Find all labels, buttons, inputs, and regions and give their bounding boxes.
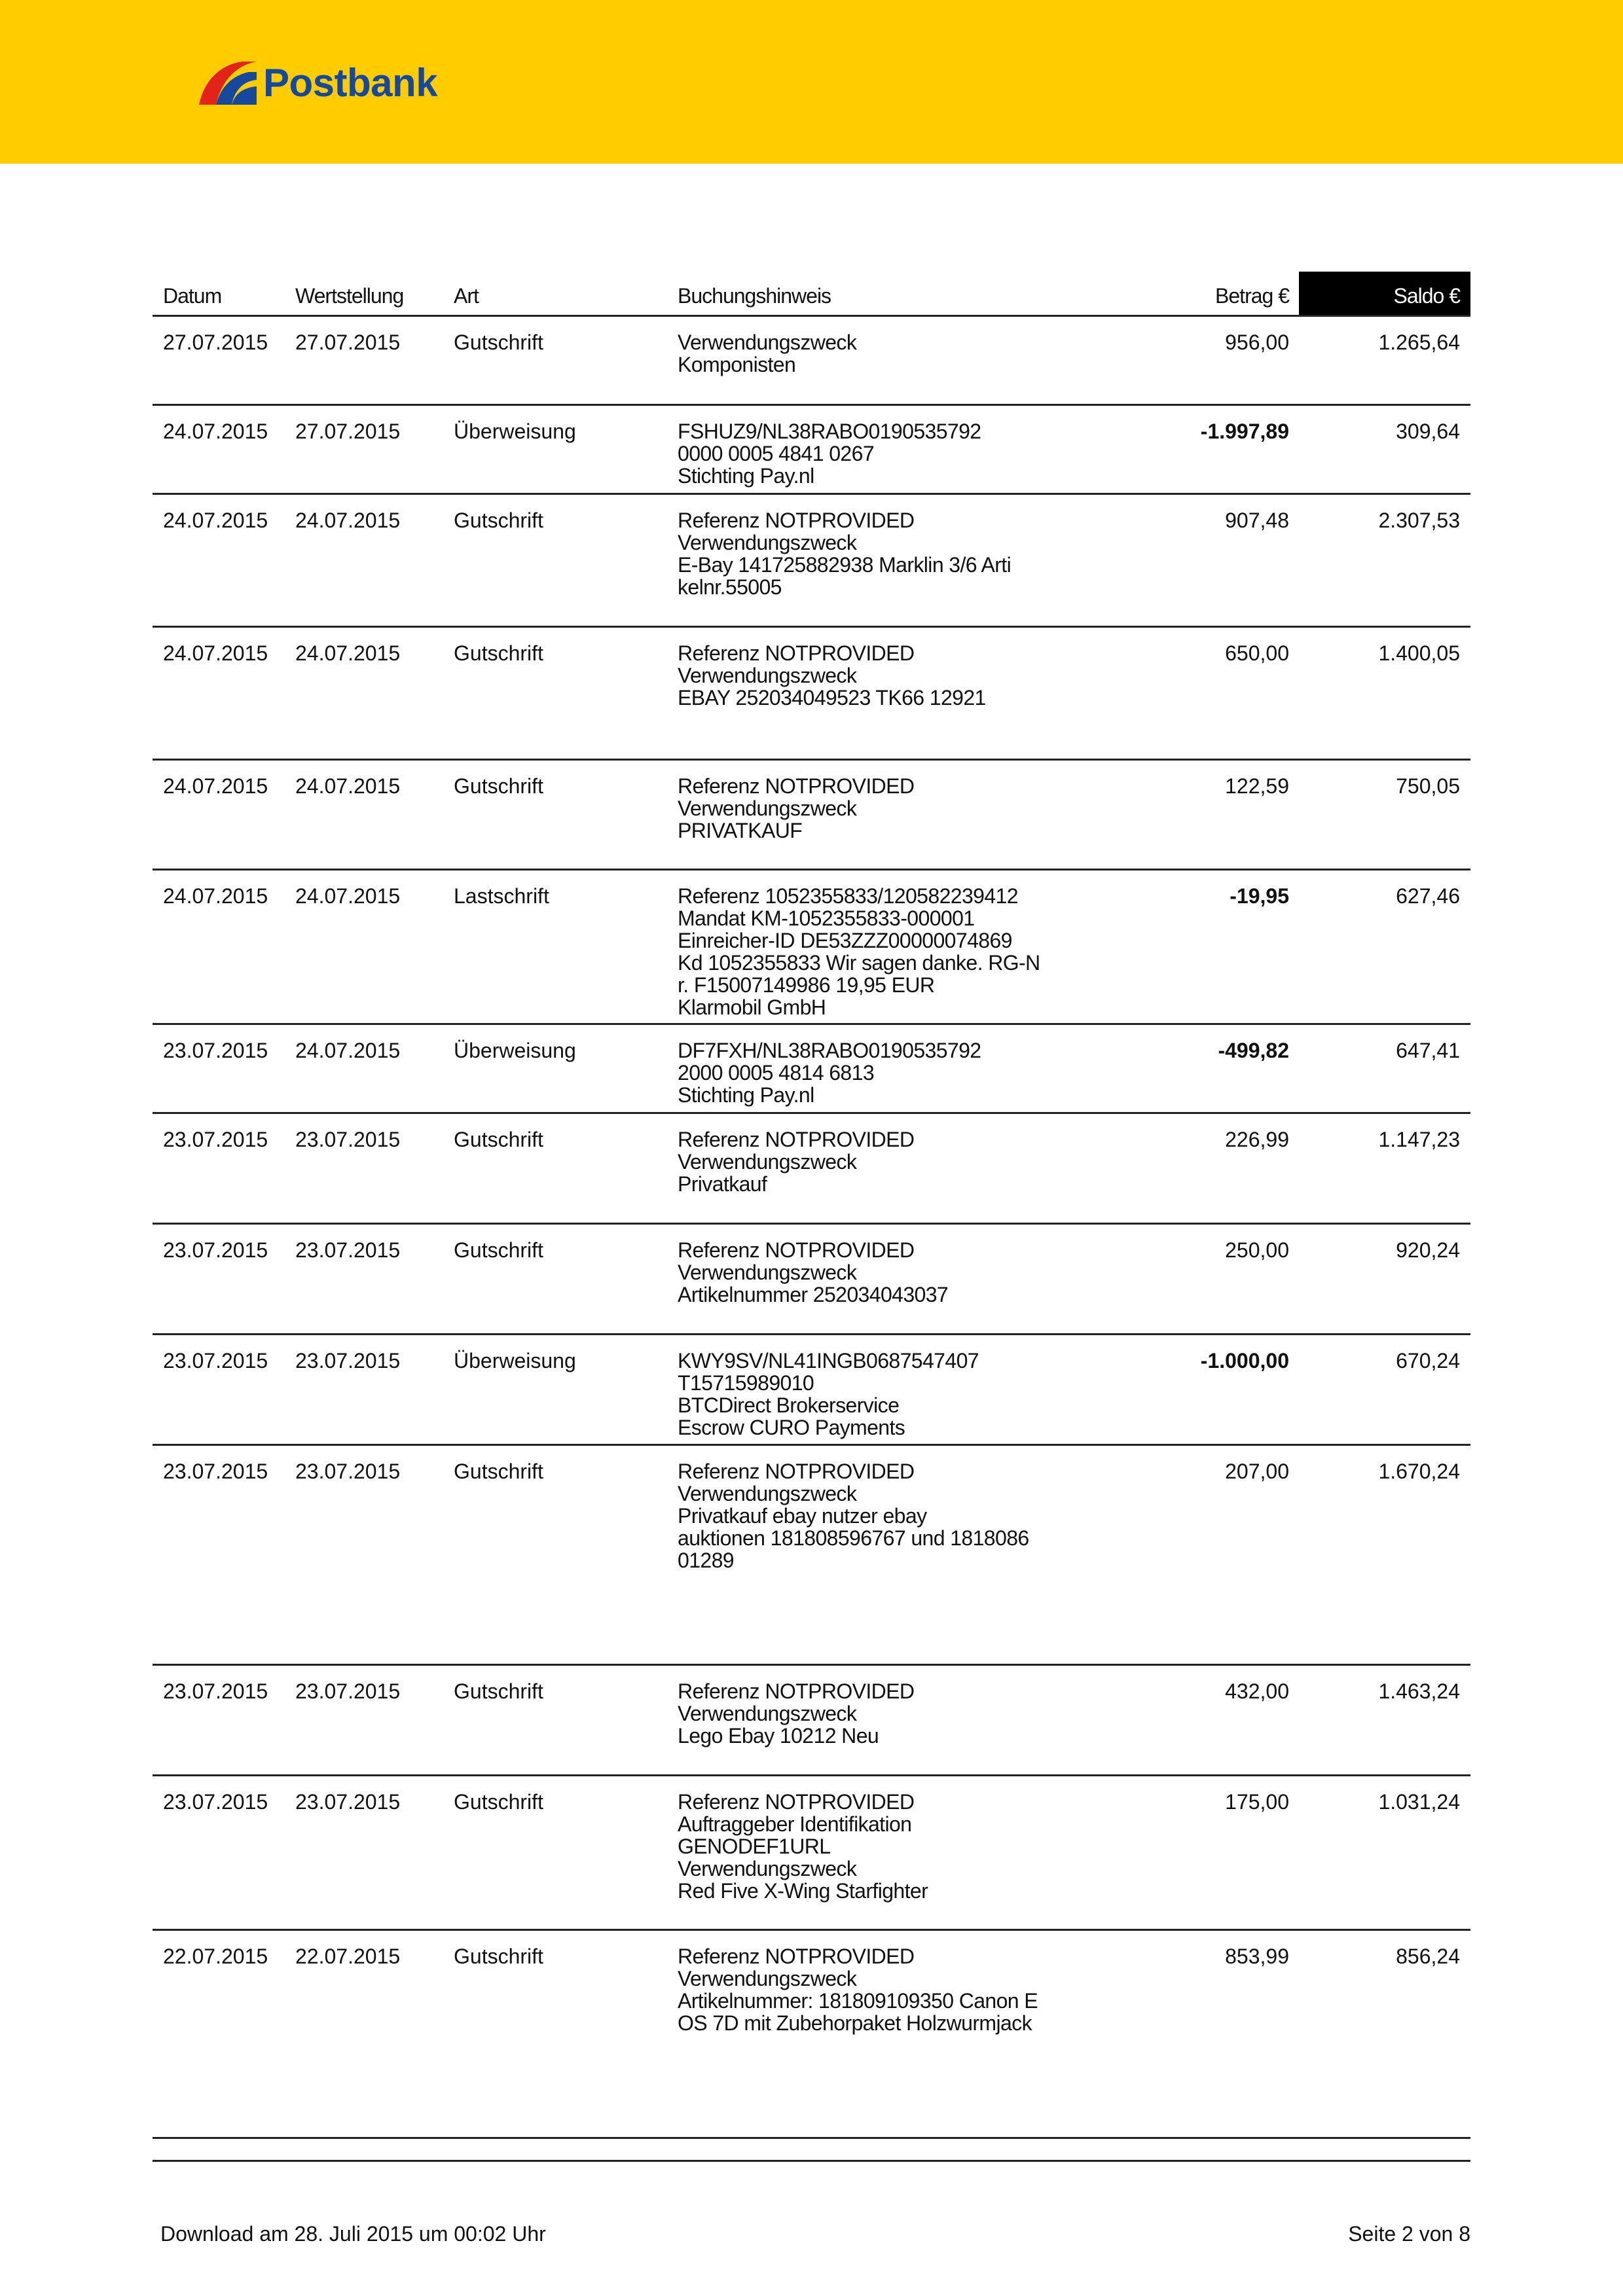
- buchungshinweis-line: EBAY 252034049523 TK66 12921: [678, 686, 986, 709]
- row-art: Gutschrift: [454, 774, 543, 798]
- buchungshinweis-line: Stichting Pay.nl: [678, 1083, 814, 1107]
- row-saldo: 1.265,64: [1378, 331, 1460, 354]
- table-row: [153, 406, 1470, 495]
- buchungshinweis-line: Verwendungszweck: [678, 1857, 857, 1880]
- buchungshinweis-line: Referenz 1052355833/120582239412: [678, 884, 1018, 908]
- table-row: [153, 1446, 1470, 1666]
- buchungshinweis-line: Referenz NOTPROVIDED: [678, 509, 915, 532]
- buchungshinweis-line: Einreicher-ID DE53ZZZ00000074869: [678, 929, 1012, 952]
- row-saldo: 750,05: [1396, 774, 1460, 798]
- buchungshinweis-line: Privatkauf: [678, 1172, 767, 1196]
- buchungshinweis-line: Lego Ebay 10212 Neu: [678, 1724, 879, 1748]
- buchungshinweis-line: DF7FXH/NL38RABO0190535792: [678, 1039, 981, 1062]
- buchungshinweis-line: auktionen 181808596767 und 1818086: [678, 1526, 1029, 1550]
- row-buchungshinweis: [678, 420, 1070, 487]
- postbank-logo-icon: [196, 59, 258, 106]
- buchungshinweis-line: Referenz NOTPROVIDED: [678, 1945, 915, 1968]
- row-buchungshinweis: [678, 1128, 1070, 1195]
- buchungshinweis-line: kelnr.55005: [678, 575, 782, 599]
- row-wertstellung: 23.07.2015: [295, 1128, 401, 1151]
- row-betrag: -1.997,89: [1200, 420, 1289, 443]
- table-row: [153, 495, 1470, 628]
- row-betrag: 853,99: [1225, 1945, 1289, 1968]
- buchungshinweis-line: Verwendungszweck: [678, 1702, 857, 1725]
- table-row: [153, 1335, 1470, 1446]
- table-body: [153, 317, 1470, 2162]
- row-saldo: 920,24: [1396, 1238, 1460, 1262]
- table-row: [153, 1114, 1470, 1225]
- row-art: Gutschrift: [454, 331, 543, 354]
- row-wertstellung: 22.07.2015: [295, 1945, 401, 1968]
- row-datum: 24.07.2015: [163, 884, 268, 908]
- buchungshinweis-line: Verwendungszweck: [678, 1482, 857, 1505]
- row-art: Gutschrift: [454, 1128, 543, 1151]
- row-datum: 24.07.2015: [163, 509, 268, 532]
- column-header-wertstellung: Wertstellung: [295, 284, 404, 308]
- table-row: [153, 761, 1470, 870]
- column-header-datum: Datum: [163, 284, 222, 308]
- row-buchungshinweis: [678, 1791, 1070, 1902]
- buchungshinweis-line: Artikelnummer: 181809109350 Canon E: [678, 1989, 1038, 2013]
- buchungshinweis-line: Verwendungszweck: [678, 797, 857, 820]
- row-datum: 24.07.2015: [163, 774, 268, 798]
- buchungshinweis-line: E-Bay 141725882938 Marklin 3/6 Arti: [678, 553, 1012, 577]
- row-datum: 23.07.2015: [163, 1238, 268, 1262]
- buchungshinweis-line: PRIVATKAUF: [678, 819, 803, 842]
- buchungshinweis-line: Referenz NOTPROVIDED: [678, 1128, 915, 1151]
- table-row: [153, 870, 1470, 1025]
- row-betrag: 175,00: [1225, 1790, 1289, 1814]
- row-betrag: 956,00: [1225, 331, 1289, 354]
- buchungshinweis-line: Red Five X-Wing Starfighter: [678, 1879, 928, 1903]
- row-betrag: 250,00: [1225, 1238, 1289, 1262]
- row-saldo: 1.670,24: [1378, 1460, 1460, 1483]
- row-art: Gutschrift: [454, 1945, 543, 1968]
- row-wertstellung: 27.07.2015: [295, 420, 401, 443]
- row-wertstellung: 24.07.2015: [295, 1039, 401, 1062]
- table-row: [153, 317, 1470, 406]
- table-row: [153, 1225, 1470, 1335]
- row-datum: 23.07.2015: [163, 1679, 268, 1703]
- table-row: [153, 1776, 1470, 1931]
- brand-name: Postbank: [263, 60, 438, 105]
- row-wertstellung: 23.07.2015: [295, 1790, 401, 1814]
- buchungshinweis-line: BTCDirect Brokerservice: [678, 1393, 900, 1417]
- row-art: Überweisung: [454, 1039, 576, 1062]
- row-saldo: 670,24: [1396, 1349, 1460, 1372]
- column-header-saldo-cell: [1299, 272, 1470, 315]
- table-row: [153, 1931, 1470, 2162]
- download-timestamp: Download am 28. Juli 2015 um 00:02 Uhr: [160, 2222, 546, 2246]
- buchungshinweis-line: Komponisten: [678, 353, 796, 376]
- row-datum: 22.07.2015: [163, 1945, 268, 1968]
- row-buchungshinweis: [678, 775, 1070, 842]
- column-header-art: Art: [454, 284, 479, 308]
- row-buchungshinweis: [678, 885, 1070, 1018]
- buchungshinweis-line: FSHUZ9/NL38RABO0190535792: [678, 420, 981, 443]
- row-betrag: 226,99: [1225, 1128, 1289, 1151]
- row-datum: 23.07.2015: [163, 1790, 268, 1814]
- buchungshinweis-line: Referenz NOTPROVIDED: [678, 1679, 915, 1703]
- buchungshinweis-line: Mandat KM-1052355833-000001: [678, 906, 975, 930]
- row-saldo: 2.307,53: [1378, 509, 1460, 532]
- row-datum: 27.07.2015: [163, 331, 268, 354]
- row-saldo: 309,64: [1396, 420, 1460, 443]
- row-buchungshinweis: [678, 509, 1070, 598]
- row-art: Überweisung: [454, 420, 576, 443]
- buchungshinweis-line: Referenz NOTPROVIDED: [678, 1238, 915, 1262]
- row-datum: 23.07.2015: [163, 1460, 268, 1483]
- table-row: [153, 1666, 1470, 1776]
- buchungshinweis-line: Referenz NOTPROVIDED: [678, 1790, 915, 1814]
- buchungshinweis-line: Verwendungszweck: [678, 1967, 857, 1990]
- buchungshinweis-line: 01289: [678, 1549, 734, 1572]
- row-saldo: 647,41: [1396, 1039, 1460, 1062]
- row-wertstellung: 23.07.2015: [295, 1349, 401, 1372]
- row-saldo: 627,46: [1396, 884, 1460, 908]
- transaction-table: [153, 272, 1470, 2162]
- row-art: Gutschrift: [454, 509, 543, 532]
- row-betrag: 432,00: [1225, 1679, 1289, 1703]
- row-betrag: 650,00: [1225, 641, 1289, 665]
- postbank-logo: [196, 56, 437, 109]
- buchungshinweis-line: Referenz NOTPROVIDED: [678, 641, 915, 665]
- page-number: Seite 2 von 8: [1348, 2222, 1470, 2246]
- buchungshinweis-line: GENODEF1URL: [678, 1835, 831, 1858]
- buchungshinweis-line: Stichting Pay.nl: [678, 464, 814, 488]
- buchungshinweis-line: 2000 0005 4814 6813: [678, 1061, 875, 1085]
- row-art: Gutschrift: [454, 641, 543, 665]
- row-wertstellung: 24.07.2015: [295, 509, 401, 532]
- row-wertstellung: 24.07.2015: [295, 641, 401, 665]
- row-saldo: 1.147,23: [1378, 1128, 1460, 1151]
- buchungshinweis-line: T15715989010: [678, 1371, 814, 1395]
- buchungshinweis-line: OS 7D mit Zubehorpaket Holzwurmjack: [678, 2011, 1032, 2035]
- buchungshinweis-line: r. F15007149986 19,95 EUR: [678, 973, 935, 997]
- column-header-betrag: Betrag €: [1215, 284, 1289, 308]
- buchungshinweis-line: Privatkauf ebay nutzer ebay: [678, 1504, 927, 1528]
- buchungshinweis-line: Verwendungszweck: [678, 664, 857, 687]
- row-datum: 23.07.2015: [163, 1128, 268, 1151]
- row-wertstellung: 23.07.2015: [295, 1679, 401, 1703]
- row-wertstellung: 23.07.2015: [295, 1238, 401, 1262]
- row-buchungshinweis: [678, 1945, 1070, 2034]
- row-art: Gutschrift: [454, 1460, 543, 1483]
- row-betrag: -499,82: [1218, 1039, 1289, 1062]
- column-header-saldo: Saldo €: [1393, 284, 1460, 308]
- row-wertstellung: 23.07.2015: [295, 1460, 401, 1483]
- row-datum: 24.07.2015: [163, 420, 268, 443]
- row-betrag: 122,59: [1225, 774, 1289, 798]
- buchungshinweis-line: Verwendungszweck: [678, 331, 857, 354]
- row-wertstellung: 27.07.2015: [295, 331, 401, 354]
- buchungshinweis-line: Verwendungszweck: [678, 1150, 857, 1174]
- buchungshinweis-line: Referenz NOTPROVIDED: [678, 774, 915, 798]
- row-betrag: 207,00: [1225, 1460, 1289, 1483]
- row-saldo: 1.463,24: [1378, 1679, 1460, 1703]
- row-buchungshinweis: [678, 1350, 1070, 1439]
- row-buchungshinweis: [678, 1680, 1070, 1747]
- buchungshinweis-line: Escrow CURO Payments: [678, 1416, 905, 1439]
- row-betrag: 907,48: [1225, 509, 1289, 532]
- table-row: [153, 1025, 1470, 1114]
- buchungshinweis-line: Verwendungszweck: [678, 531, 857, 554]
- row-wertstellung: 24.07.2015: [295, 774, 401, 798]
- row-datum: 24.07.2015: [163, 641, 268, 665]
- row-saldo: 1.031,24: [1378, 1790, 1460, 1814]
- page-header: [0, 0, 1623, 164]
- buchungshinweis-line: Kd 1052355833 Wir sagen danke. RG-N: [678, 951, 1040, 975]
- row-art: Gutschrift: [454, 1790, 543, 1814]
- buchungshinweis-line: Auftraggeber Identifikation: [678, 1812, 912, 1836]
- buchungshinweis-line: Verwendungszweck: [678, 1261, 857, 1284]
- row-buchungshinweis: [678, 1460, 1070, 1571]
- row-art: Überweisung: [454, 1349, 576, 1372]
- row-buchungshinweis: [678, 331, 1070, 376]
- row-art: Lastschrift: [454, 884, 549, 908]
- row-art: Gutschrift: [454, 1238, 543, 1262]
- row-art: Gutschrift: [454, 1679, 543, 1703]
- column-header-buchungshinweis: Buchungshinweis: [678, 284, 831, 308]
- row-buchungshinweis: [678, 1039, 1070, 1106]
- row-wertstellung: 24.07.2015: [295, 884, 401, 908]
- table-bottom-divider: [153, 2137, 1470, 2139]
- buchungshinweis-line: KWY9SV/NL41INGB0687547407: [678, 1349, 979, 1372]
- row-buchungshinweis: [678, 1239, 1070, 1306]
- row-buchungshinweis: [678, 642, 1070, 709]
- row-betrag: -1.000,00: [1200, 1349, 1289, 1372]
- buchungshinweis-line: 0000 0005 4841 0267: [678, 442, 875, 465]
- row-datum: 23.07.2015: [163, 1039, 268, 1062]
- table-header: [153, 272, 1470, 317]
- buchungshinweis-line: Referenz NOTPROVIDED: [678, 1460, 915, 1483]
- row-betrag: -19,95: [1230, 884, 1289, 908]
- row-saldo: 856,24: [1396, 1945, 1460, 1968]
- row-saldo: 1.400,05: [1378, 641, 1460, 665]
- row-datum: 23.07.2015: [163, 1349, 268, 1372]
- table-row: [153, 628, 1470, 761]
- buchungshinweis-line: Artikelnummer 252034043037: [678, 1283, 949, 1306]
- buchungshinweis-line: Klarmobil GmbH: [678, 996, 826, 1019]
